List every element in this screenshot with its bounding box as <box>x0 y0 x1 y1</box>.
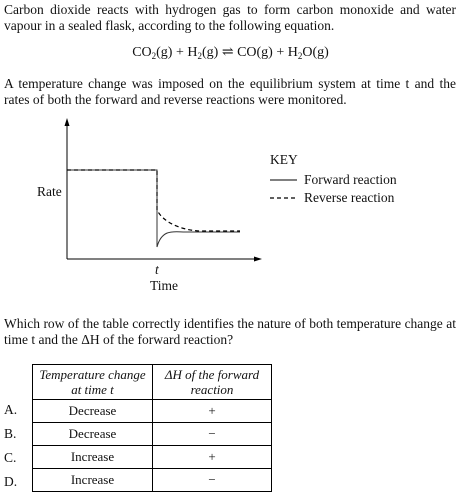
header-temperature-change: Temperature change at time t <box>33 365 153 400</box>
table-row <box>33 423 272 446</box>
reactant-co2: $CO_2(g)$ <box>132 45 173 61</box>
option-d-letter: D. <box>4 474 18 489</box>
question-text: Which row of the table correctly identifies the nature of both temperature change at time t and the ΔH of the forward reaction? <box>4 316 456 347</box>
option-a-change: Decrease <box>33 400 153 423</box>
table-header-row <box>33 365 272 400</box>
chemical-equation: $CO_2(g) + H_2(g)$ ⇌ $CO(g) + H_2O(g)$ <box>132 45 329 61</box>
time-t-tick-label: t <box>155 262 159 277</box>
key-reverse <box>270 190 410 206</box>
y-axis-arrow <box>65 118 70 126</box>
option-c-dh: + <box>153 446 272 469</box>
reverse-reaction-line <box>67 170 240 231</box>
table-row <box>33 446 272 469</box>
option-b-letter: B. <box>4 426 17 441</box>
x-axis-arrow <box>254 257 262 262</box>
table-row <box>33 400 272 423</box>
option-a-letter: A. <box>4 402 18 417</box>
option-b-change: Decrease <box>33 423 153 446</box>
option-c-change: Increase <box>33 446 153 469</box>
product-h2o: $H_2O(g)$ <box>287 45 329 61</box>
option-b-dh: − <box>153 423 272 446</box>
equilibrium-arrow: ⇌ <box>218 45 238 60</box>
key-forward <box>270 172 410 188</box>
reactant-h2: $H_2(g)$ <box>187 45 219 61</box>
key-title: KEY <box>270 152 298 167</box>
setup-text: A temperature change was imposed on the equilibrium system at time t and the rates of both the forward and reverse reactions were monitored. <box>4 76 456 107</box>
x-axis-label: Time <box>150 278 179 293</box>
dashed-line-swatch <box>270 196 298 200</box>
option-d-change: Increase <box>33 469 153 492</box>
header-delta-h: ΔH of the forward reaction <box>153 365 272 400</box>
option-c-letter: C. <box>4 450 17 465</box>
key-reverse-label: Reverse reaction <box>304 190 395 205</box>
forward-reaction-line <box>67 170 240 247</box>
option-a-dh: + <box>153 400 272 423</box>
product-co: CO(g) <box>237 45 273 60</box>
options-table <box>32 364 272 492</box>
intro-text: Carbon dioxide reacts with hydrogen gas to form carbon monoxide and water vapour in a sealed flask, according to the following equation. <box>4 2 456 33</box>
solid-line-swatch <box>270 178 298 182</box>
key-forward-label: Forward reaction <box>304 172 397 187</box>
option-d-dh: − <box>153 469 272 492</box>
table-row <box>33 469 272 492</box>
y-axis-label: Rate <box>37 184 62 199</box>
